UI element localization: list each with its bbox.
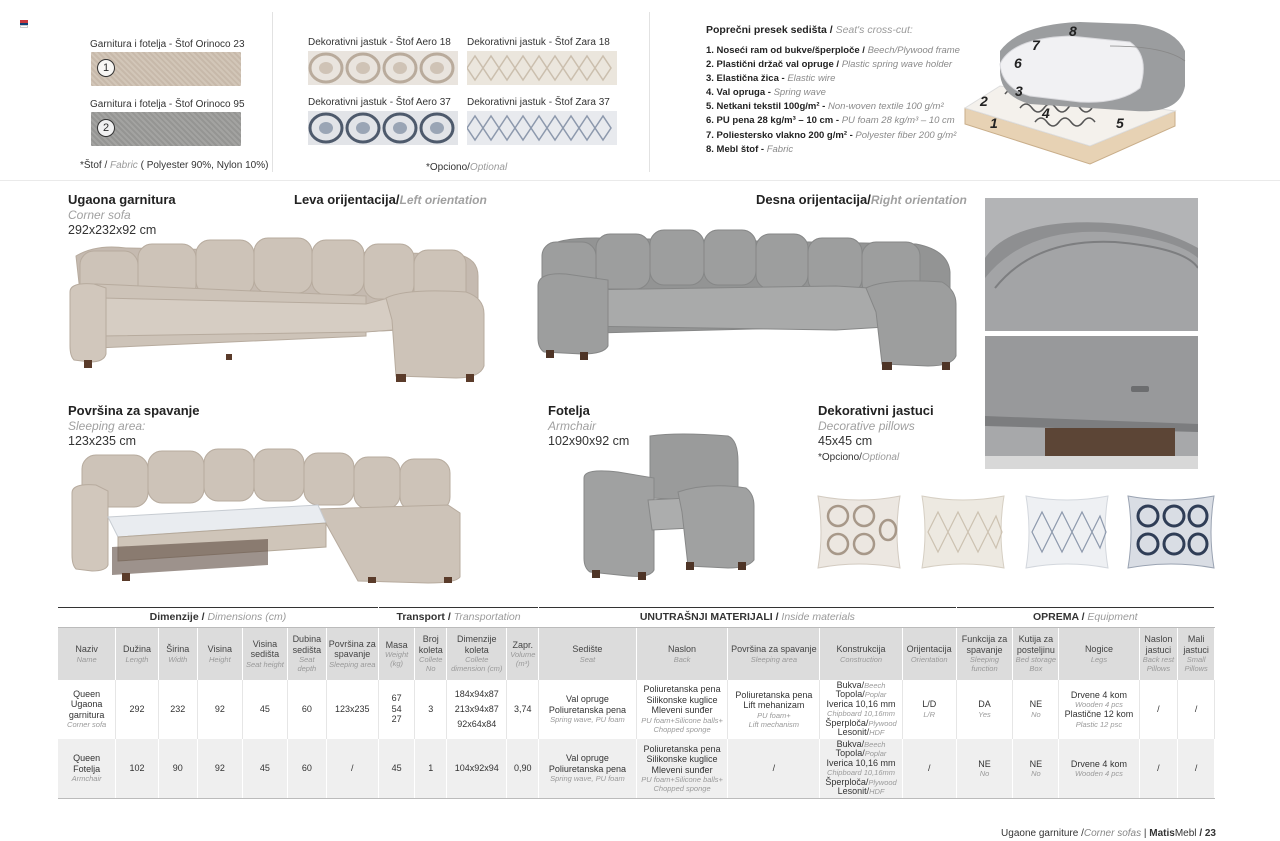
pillows-title: Dekorativni jastuci <box>818 403 934 418</box>
cross-section-item: 5. Netkani tekstil 100g/m² - Non-woven textile 100 g/m² <box>706 101 944 113</box>
table-cell: Val opruge Poliuretanska pena Spring wave, PU foam <box>539 739 636 799</box>
group-header-transport: Transport / Transportation <box>378 608 538 628</box>
table-cell: 45 <box>242 680 287 739</box>
table-cell: NE No <box>1013 739 1059 799</box>
fabric-number-badge: 1 <box>97 59 115 77</box>
diagram-number: 1 <box>990 115 998 131</box>
diagram-number: 6 <box>1014 55 1022 71</box>
fabric-number-badge: 2 <box>97 119 115 137</box>
table-cell: 45 <box>242 739 287 799</box>
sleeping-area-dimensions: 123x235 cm <box>68 434 137 448</box>
diagram-number: 3 <box>1015 83 1023 99</box>
table-cell: L/D L/R <box>902 680 956 739</box>
corner-sofa-beige-image <box>66 236 488 382</box>
pillow-swatch-aero-37 <box>308 111 458 145</box>
column-header: Naziv Name <box>58 628 116 680</box>
column-header: Nogice Legs <box>1059 628 1139 680</box>
table-cell: 60 <box>288 739 327 799</box>
divider <box>272 12 273 172</box>
column-header: Sedište Seat <box>539 628 636 680</box>
specifications-table <box>58 607 1215 799</box>
table-cell: / <box>902 739 956 799</box>
cross-section-item: 3. Elastična žica - Elastic wire <box>706 73 836 85</box>
table-cell: 123x235 <box>326 680 378 739</box>
diagram-number: 4 <box>1042 105 1050 121</box>
column-header: Dubina sedišta Seat depth <box>288 628 327 680</box>
pillows-subtitle: Decorative pillows <box>818 419 915 433</box>
sleeping-area-subtitle: Sleeping area: <box>68 419 146 433</box>
column-header: Širina Width <box>158 628 197 680</box>
fabric-composition-note: *Štof / Fabric ( Polyester 90%, Nylon 10%) <box>80 160 269 171</box>
diagram-number: 7 <box>1032 37 1040 53</box>
brand-logo: Matis <box>1149 828 1175 839</box>
pillow-swatch-aero-18 <box>308 51 458 85</box>
corner-sofa-title: Ugaona garnitura <box>68 192 176 207</box>
language-flag-icon[interactable] <box>20 20 28 28</box>
diagram-number: 5 <box>1116 115 1124 131</box>
corner-sofa-grey-image <box>536 228 960 374</box>
table-cell: Poliuretanska pena Lift mehanizam PU foam+ Lift mechanism <box>728 680 820 739</box>
group-header-equipment: OPREMA / Equipment <box>956 608 1214 628</box>
table-cell: / <box>1178 680 1215 739</box>
cross-section-item: 7. Poliestersko vlakno 200 g/m² - Polyester fiber 200 g/m² <box>706 129 957 141</box>
pillows-dimensions: 45x45 cm <box>818 434 873 448</box>
cross-section-item: 6. PU pena 28 kg/m³ – 10 cm - PU foam 28 kg/m³ – 10 cm <box>706 115 955 127</box>
table-cell: 3 <box>415 680 447 739</box>
column-header: Mali jastuci Small Pillows <box>1178 628 1215 680</box>
table-row <box>58 739 1215 799</box>
column-header: Broj koleta Collete No <box>415 628 447 680</box>
table-row <box>58 680 1215 739</box>
cross-section-item: 1. Noseći ram od bukve/šperploče / Beech/Plywood frame <box>706 45 960 56</box>
cross-section-list <box>706 44 960 157</box>
diagram-number: 8 <box>1069 23 1077 39</box>
pillow-swatch-zara-37 <box>467 111 617 145</box>
table-cell: 90 <box>158 739 197 799</box>
seat-cross-section-diagram <box>960 16 1200 166</box>
table-cell: NE No <box>956 739 1013 799</box>
cross-section-item: 8. Mebl štof - Fabric <box>706 143 794 155</box>
table-cell: Queen Fotelja Armchair <box>58 739 116 799</box>
page-number: / 23 <box>1199 828 1216 839</box>
corner-sofa-subtitle: Corner sofa <box>68 208 131 222</box>
table-cell: 67 54 27 <box>378 680 414 739</box>
table-cell: 0,90 <box>507 739 539 799</box>
table-cell: / <box>1139 739 1178 799</box>
column-header: Zapr. Volume (m³) <box>507 628 539 680</box>
pillow-fabric-1-label: Dekorativni jastuk - Štof Aero 18 <box>308 37 451 48</box>
column-header: Visina Height <box>197 628 242 680</box>
pillow-swatch-zara-18 <box>467 51 617 85</box>
table-cell: Val opruge Poliuretanska pena Spring wave, PU foam <box>539 680 636 739</box>
table-cell: / <box>728 739 820 799</box>
column-header: Dužina Length <box>116 628 158 680</box>
cross-section-item: 2. Plastični držač val opruge / Plastic spring wave holder <box>706 59 953 71</box>
pillow-aero-18-image <box>814 492 904 572</box>
armchair-dimensions: 102x90x92 cm <box>548 434 630 448</box>
column-header: Naslon jastuci Back rest Pillows <box>1139 628 1178 680</box>
cross-section-item: 4. Val opruga - Spring wave <box>706 87 826 99</box>
table-cell: NE No <box>1013 680 1059 739</box>
table-cell: Bukva/Beech Topola/Poplar Iverica 10,16 mm Chipboard 10,16mm Šperploča/Plywood Lesonit/HDF <box>820 680 903 739</box>
pillow-aero-37-image <box>1124 492 1218 572</box>
pillow-zara-37-image <box>1022 492 1112 572</box>
table-cell: Drvene 4 kom Wooden 4 pcs Plastične 12 kom Plastic 12 psc <box>1059 680 1139 739</box>
pillow-zara-18-image <box>918 492 1008 572</box>
table-cell: / <box>1178 739 1215 799</box>
column-header: Naslon Back <box>636 628 728 680</box>
column-header: Konstrukcija Construction <box>820 628 903 680</box>
page-footer: Ugaone garniture /Corner sofas | MatisMebl / 23 <box>1001 828 1216 839</box>
pillow-fabric-2-label: Dekorativni jastuk - Štof Zara 18 <box>467 37 610 48</box>
fabric-swatch-orinoco-23 <box>91 52 241 86</box>
table-cell: Poliuretanska pena Silikonske kuglice Mleveni sunđer PU foam+Silicone balls+ Chopped sponge <box>636 739 728 799</box>
column-header: Funkcija za spavanje Sleeping function <box>956 628 1013 680</box>
table-cell: 102 <box>116 739 158 799</box>
divider <box>649 12 650 172</box>
table-cell: / <box>326 739 378 799</box>
armchair-image <box>578 432 756 582</box>
fabric-swatch-orinoco-95 <box>91 112 241 146</box>
table-cell: Queen Ugaona garnitura Corner sofa <box>58 680 116 739</box>
sleeping-area-title: Površina za spavanje <box>68 403 200 418</box>
armchair-title: Fotelja <box>548 403 590 418</box>
column-header: Dimenzije koleta Collete dimension (cm) <box>447 628 507 680</box>
table-cell: 184x94x87 213x94x87 92x64x84 <box>447 680 507 739</box>
corner-sofa-dimensions: 292x232x92 cm <box>68 223 157 237</box>
table-cell: 92 <box>197 680 242 739</box>
pillow-fabric-3-label: Dekorativni jastuk - Štof Aero 37 <box>308 97 451 108</box>
table-cell: Poliuretanska pena Silikonske kuglice Mleveni sunđer PU foam+Silicone balls+ Chopped sponge <box>636 680 728 739</box>
sofa-bed-image <box>68 447 466 587</box>
column-header: Masa Weight (kg) <box>378 628 414 680</box>
pillows-optional-note: *Opciono/Optional <box>818 452 900 463</box>
armrest-closeup-image <box>985 198 1198 331</box>
table-cell: 232 <box>158 680 197 739</box>
armchair-subtitle: Armchair <box>548 419 597 433</box>
diagram-number: 2 <box>980 93 988 109</box>
column-header: Visina sedišta Seat height <box>242 628 287 680</box>
fabric-1-label: Garnitura i fotelja - Štof Orinoco 23 <box>90 39 245 50</box>
left-orientation-title: Leva orijentacija/Left orientation <box>294 192 487 207</box>
group-header-dimensions: Dimenzije / Dimensions (cm) <box>58 608 378 628</box>
table-cell: 1 <box>415 739 447 799</box>
cross-section-title: Poprečni presek sedišta / Seat's cross-cut: <box>706 24 913 36</box>
column-header: Površina za spavanje Sleeping area <box>326 628 378 680</box>
group-header-inside-materials: UNUTRAŠNJI MATERIJALI / Inside materials <box>539 608 956 628</box>
table-cell: 60 <box>288 680 327 739</box>
table-cell: 92 <box>197 739 242 799</box>
right-orientation-title: Desna orijentacija/Right orientation <box>756 192 967 207</box>
pillow-optional-note: *Opciono/Optional <box>426 162 508 173</box>
pillow-fabric-4-label: Dekorativni jastuk - Štof Zara 37 <box>467 97 610 108</box>
column-header: Kutija za posteljinu Bed storage Box <box>1013 628 1059 680</box>
table-cell: Drvene 4 kom Wooden 4 pcs <box>1059 739 1139 799</box>
section-divider <box>0 180 1280 181</box>
table-cell: 104x92x94 <box>447 739 507 799</box>
fabric-2-label: Garnitura i fotelja - Štof Orinoco 95 <box>90 99 245 110</box>
table-cell: DA Yes <box>956 680 1013 739</box>
table-cell: / <box>1139 680 1178 739</box>
table-cell: 45 <box>378 739 414 799</box>
side-leg-closeup-image <box>985 336 1198 469</box>
table-cell: 3,74 <box>507 680 539 739</box>
table-cell: Bukva/Beech Topola/Poplar Iverica 10,16 mm Chipboard 10,16mm Šperploča/Plywood Lesonit/HDF <box>820 739 903 799</box>
column-header: Orijentacija Orientation <box>902 628 956 680</box>
column-header: Površina za spavanje Sleeping area <box>728 628 820 680</box>
table-cell: 292 <box>116 680 158 739</box>
